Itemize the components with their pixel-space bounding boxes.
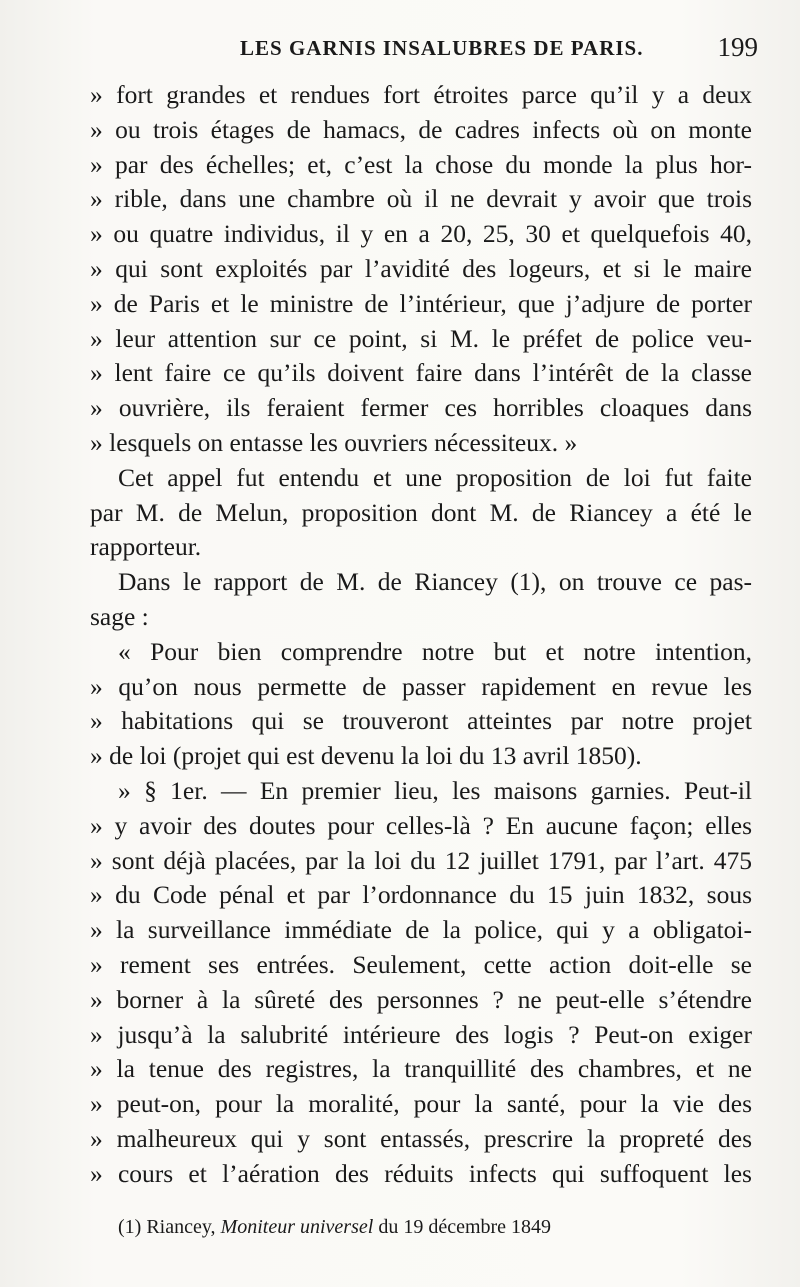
text-line: » malheureux qui y sont entassés, prescrire la propreté des (90, 1123, 752, 1153)
text-line: » sont déjà placées, par la loi du 12 juillet 1791, par l’art. 475 (90, 845, 752, 875)
text-line: » de Paris et le ministre de l’intérieur, que j’adjure de porter (90, 288, 752, 318)
text-line: » qui sont exploités par l’avidité des logeurs, et si le maire (90, 253, 752, 283)
text-line: sage : (90, 601, 149, 631)
text-line: » ou quatre individus, il y en a 20, 25, 30 et quelquefois 40, (90, 219, 752, 249)
text-line: » leur attention sur ce point, si M. le préfet de police veu- (90, 323, 752, 353)
text-line: » habitations qui se trouveront atteintes par notre projet (90, 706, 752, 736)
text-line: » rement ses entrées. Seulement, cette action doit-elle se (90, 949, 752, 979)
page-number: 199 (717, 32, 758, 62)
text-line: » § 1er. — En premier lieu, les maisons garnies. Peut-il (118, 775, 752, 805)
text-line: » lent faire ce qu’ils doivent faire dans l’intérêt de la classe (90, 358, 752, 388)
text-line: » ou trois étages de hamacs, de cadres infects où on monte (90, 114, 752, 144)
text-line: » du Code pénal et par l’ordonnance du 15 juin 1832, sous (90, 880, 752, 910)
text-line: Dans le rapport de M. de Riancey (1), on trouve ce pas- (118, 567, 752, 597)
text-line: » cours et l’aération des réduits infects qui suffoquent les (90, 1158, 752, 1188)
running-head: LES GARNIS INSALUBRES DE PARIS. (240, 36, 644, 60)
text-line: » lesquels on entasse les ouvriers nécessiteux. » (90, 427, 578, 457)
footnote-marker: (1) Riancey, (118, 1216, 221, 1238)
text-line: par M. de Melun, proposition dont M. de Riancey a été le (90, 497, 752, 527)
text-line: » rible, dans une chambre où il ne devrait y avoir que trois (90, 184, 752, 214)
text-line: » fort grandes et rendues fort étroites parce qu’il y a deux (90, 80, 752, 109)
text-line: » la surveillance immédiate de la police, qui y a obligatoi- (90, 915, 752, 945)
text-line: « Pour bien comprendre notre but et notre intention, (118, 636, 752, 666)
text-line: rapporteur. (90, 532, 202, 562)
text-line: Cet appel fut entendu et une proposition de loi fut faite (118, 462, 752, 492)
text-line: » de loi (projet qui est devenu la loi du 13 avril 1850). (90, 741, 642, 771)
text-line: » jusqu’à la salubrité intérieure des logis ? Peut-on exiger (90, 1019, 752, 1049)
footnote-source: Moniteur universel (220, 1216, 374, 1238)
text-line: » ouvrière, ils feraient fermer ces horribles cloaques dans (90, 393, 752, 423)
text-line: » y avoir des doutes pour celles-là ? En aucune façon; elles (90, 810, 752, 840)
body-text (90, 78, 752, 1192)
text-line: » la tenue des registres, la tranquillité des chambres, et ne (90, 1054, 752, 1084)
footnote (118, 1216, 551, 1239)
text-line: » qu’on nous permette de passer rapidement en revue les (90, 671, 752, 701)
page-header (90, 30, 758, 70)
text-line: » peut-on, pour la moralité, pour la santé, pour la vie des (90, 1089, 752, 1119)
text-line: » borner à la sûreté des personnes ? ne peut-elle s’étendre (90, 984, 752, 1014)
text-line: » par des échelles; et, c’est la chose du monde la plus hor- (90, 149, 752, 179)
footnote-rest: du 19 décembre 1849 (373, 1216, 552, 1238)
